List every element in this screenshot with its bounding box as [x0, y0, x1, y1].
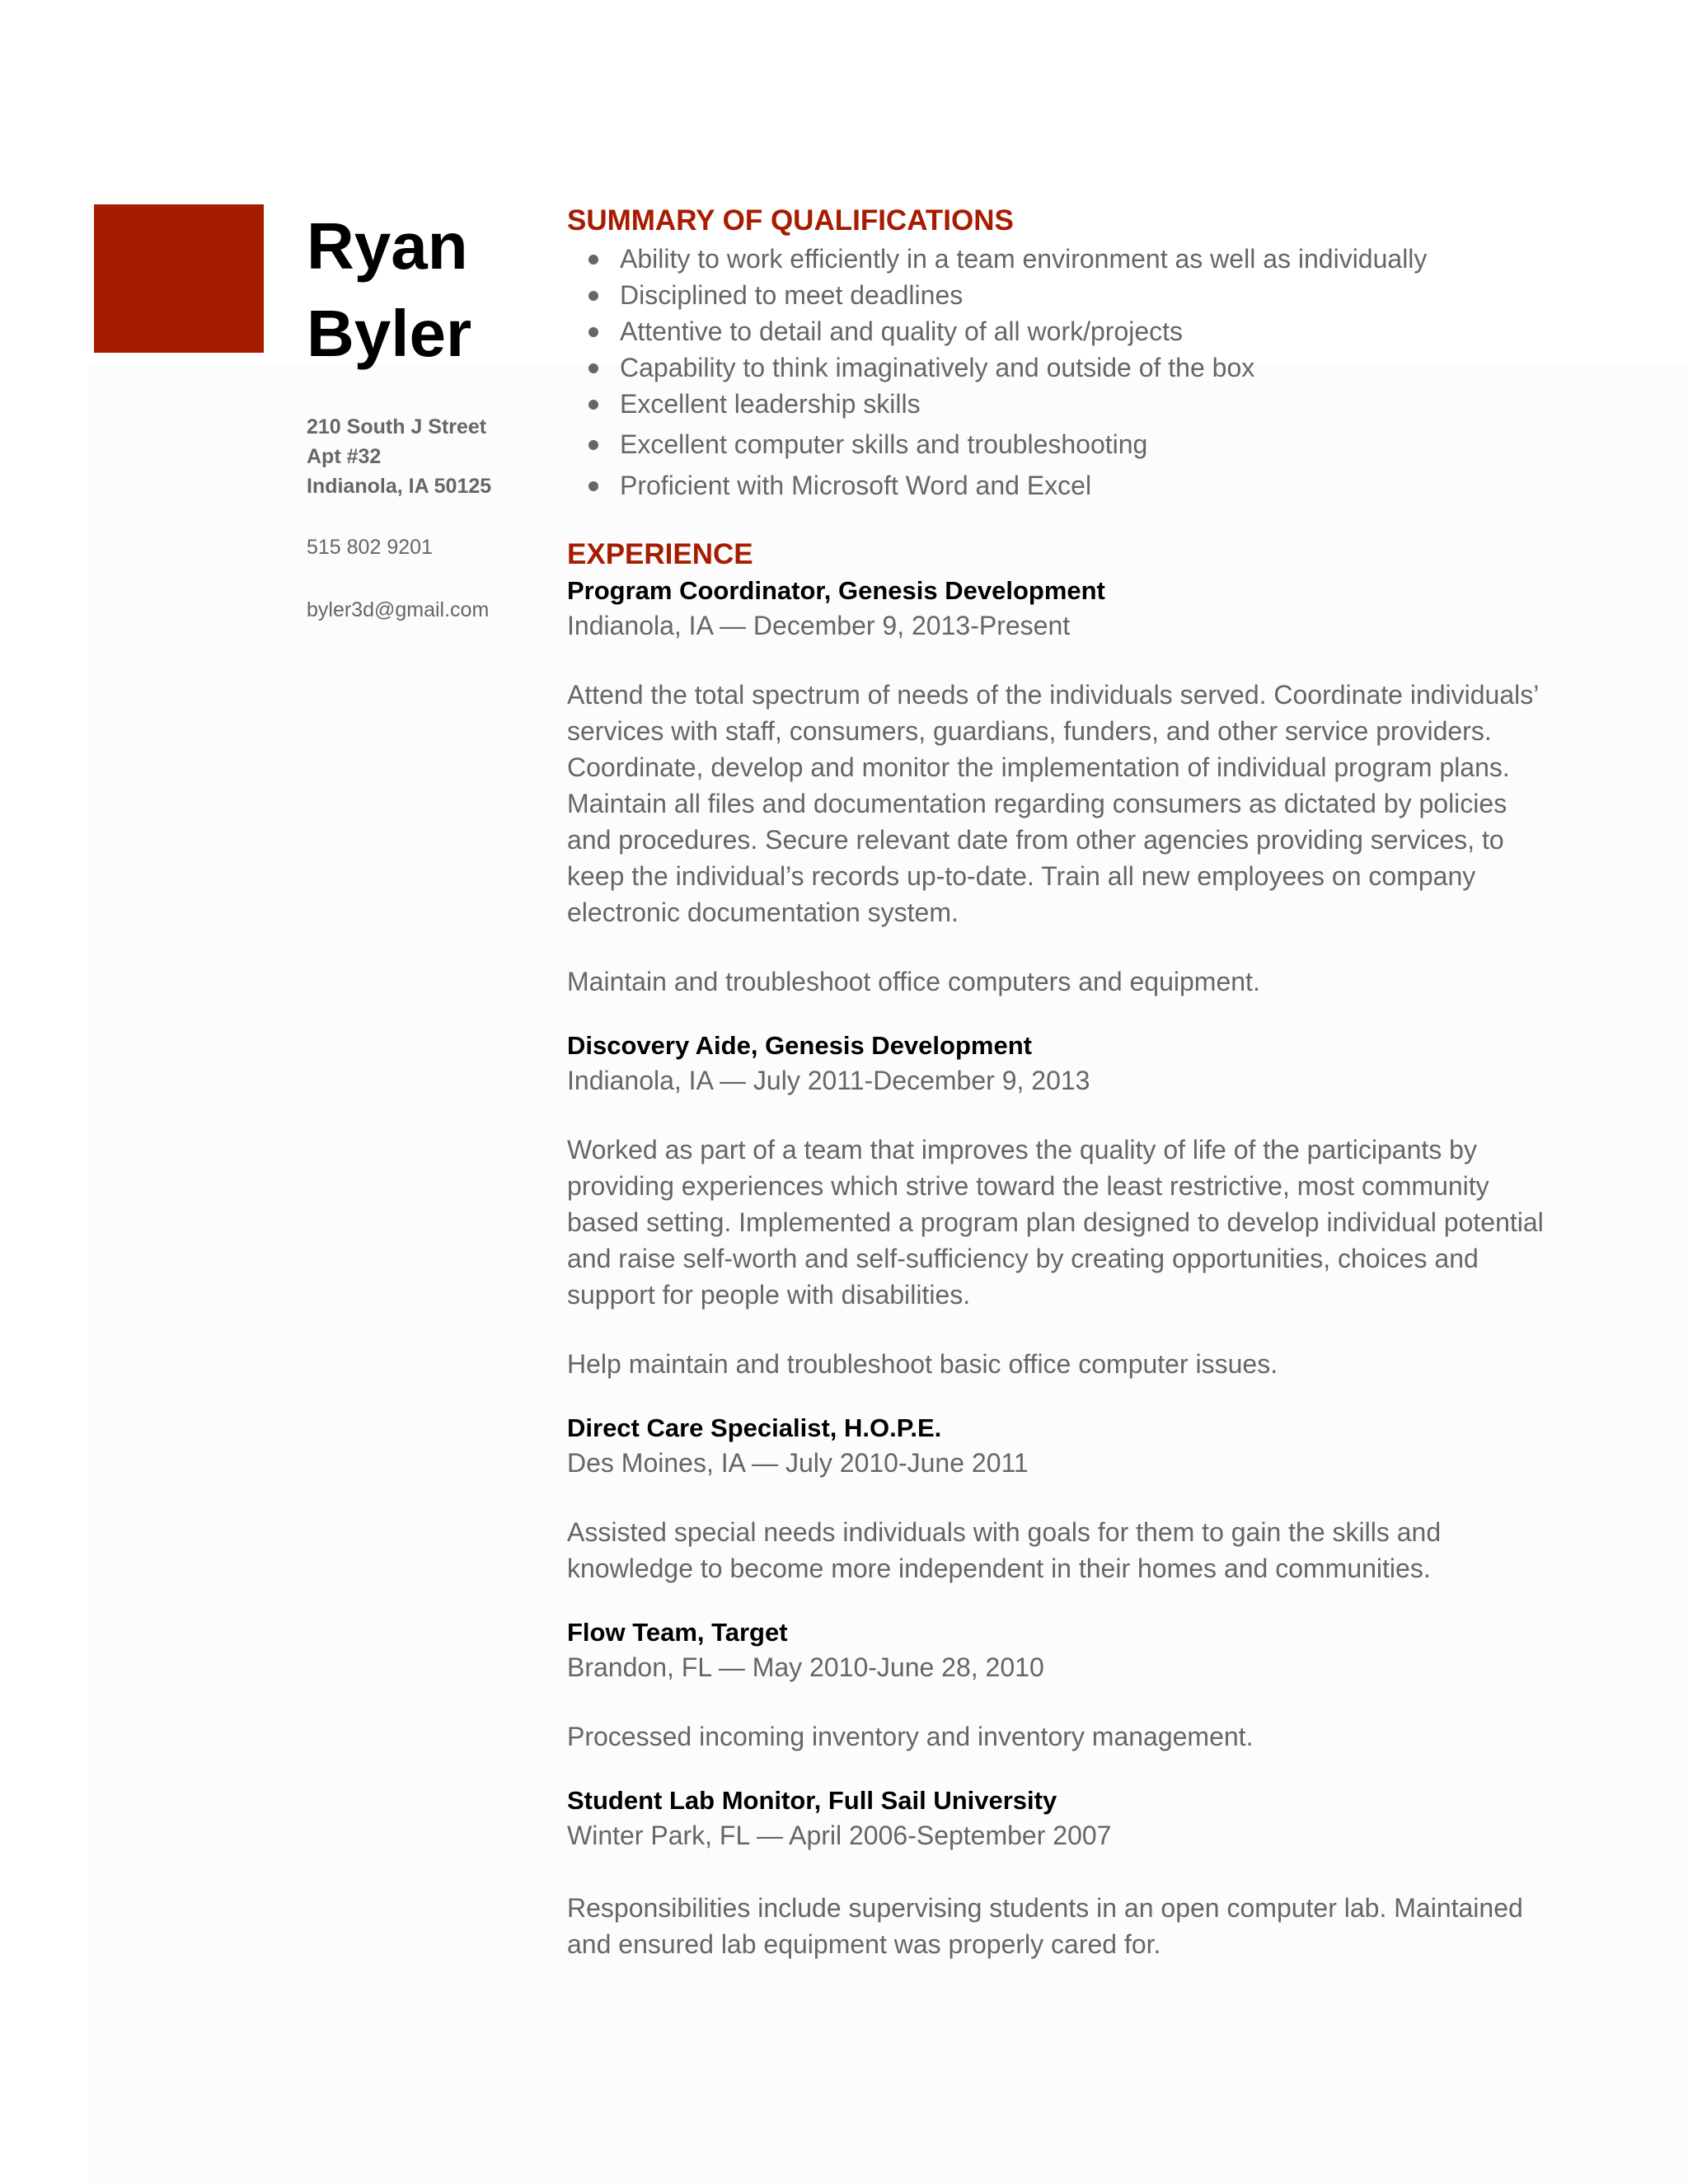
job-entry: [567, 1029, 1556, 1382]
job-description: Processed incoming inventory and inventory management.: [567, 1722, 1254, 1751]
job-description: Attend the total spectrum of needs of the individuals served. Coordinate individuals’ services with staff, consumers, guardians, funders, and other service providers. Coordinate, develop and monitor the implementation of individual program plans. Maintain all files and documentation regarding consumers as dictated by policies and procedures. Secure relevant date from other agencies providing services, to keep the individual’s records up-to-date. Train all new employees on company electronic documentation system.: [567, 680, 1539, 927]
qualifications-list: [567, 241, 1556, 504]
last-name: Byler: [307, 297, 472, 370]
job-description: Help maintain and troubleshoot basic office computer issues.: [567, 1349, 1278, 1379]
main-content: [567, 201, 1556, 1962]
bullet-icon: [588, 481, 598, 491]
experience-heading: EXPERIENCE: [567, 538, 753, 570]
qualification-item: Excellent leadership skills: [567, 386, 1556, 426]
address-line-3: Indianola, IA 50125: [307, 475, 492, 498]
job-location-dates: Indianola, IA — December 9, 2013-Present: [567, 611, 1071, 640]
job-entry: [567, 1412, 1556, 1586]
job-location-dates: Des Moines, IA — July 2010-June 2011: [567, 1448, 1029, 1478]
bullet-icon: [588, 291, 598, 301]
bullet-icon: [588, 327, 598, 337]
job-entry: [567, 1616, 1556, 1755]
address-line-1: 210 South J Street: [307, 415, 487, 438]
job-description: Assisted special needs individuals with goals for them to gain the skills and knowledge to become more independent in their homes and communities.: [567, 1517, 1442, 1583]
job-entry: [567, 574, 1556, 1000]
qualification-item: Excellent computer skills and troubleshooting: [567, 426, 1556, 467]
qualification-item: Attentive to detail and quality of all work/projects: [567, 313, 1556, 349]
sidebar: [307, 203, 554, 625]
job-location-dates: Brandon, FL — May 2010-June 28, 2010: [567, 1652, 1044, 1682]
name-heading: [307, 203, 554, 377]
job-entry: [567, 1784, 1556, 1962]
bullet-icon: [588, 255, 598, 265]
qualification-item: Ability to work efficiently in a team environment as well as individually: [567, 241, 1556, 277]
job-location-dates: Winter Park, FL — April 2006-September 2007: [567, 1821, 1112, 1850]
qualification-item: Proficient with Microsoft Word and Excel: [567, 467, 1556, 504]
bullet-icon: [588, 363, 598, 373]
job-location-dates: Indianola, IA — July 2011-December 9, 2013: [567, 1066, 1090, 1095]
job-description: Maintain and troubleshoot office computers and equipment.: [567, 967, 1260, 996]
address-line-2: Apt #32: [307, 445, 382, 468]
accent-square: [94, 204, 264, 353]
job-title: Direct Care Specialist, H.O.P.E.: [567, 1413, 942, 1442]
qualification-item: Disciplined to meet deadlines: [567, 277, 1556, 313]
bullet-icon: [588, 400, 598, 410]
job-description: Worked as part of a team that improves the quality of life of the participants by providing experiences which strive toward the least restrictive, most community based setting. Implemented a program plan designed to develop individual potential and raise self-worth and self-sufficiency by creating opportunities, choices and support for people with disabilities.: [567, 1135, 1544, 1310]
job-title: Program Coordinator, Genesis Development: [567, 576, 1105, 605]
first-name: Ryan: [307, 209, 468, 283]
job-title: Student Lab Monitor, Full Sail University: [567, 1786, 1057, 1815]
qualification-item: Capability to think imaginatively and outside of the box: [567, 349, 1556, 386]
job-title: Discovery Aide, Genesis Development: [567, 1031, 1032, 1060]
address-block: [307, 412, 554, 501]
job-description: Responsibilities include supervising students in an open computer lab. Maintained and ensured lab equipment was properly cared for.: [567, 1893, 1523, 1959]
email-address: byler3d@gmail.com: [307, 598, 490, 621]
qualifications-heading: SUMMARY OF QUALIFICATIONS: [567, 204, 1014, 237]
job-title: Flow Team, Target: [567, 1618, 788, 1647]
phone-number: 515 802 9201: [307, 536, 433, 559]
bullet-icon: [588, 440, 598, 450]
